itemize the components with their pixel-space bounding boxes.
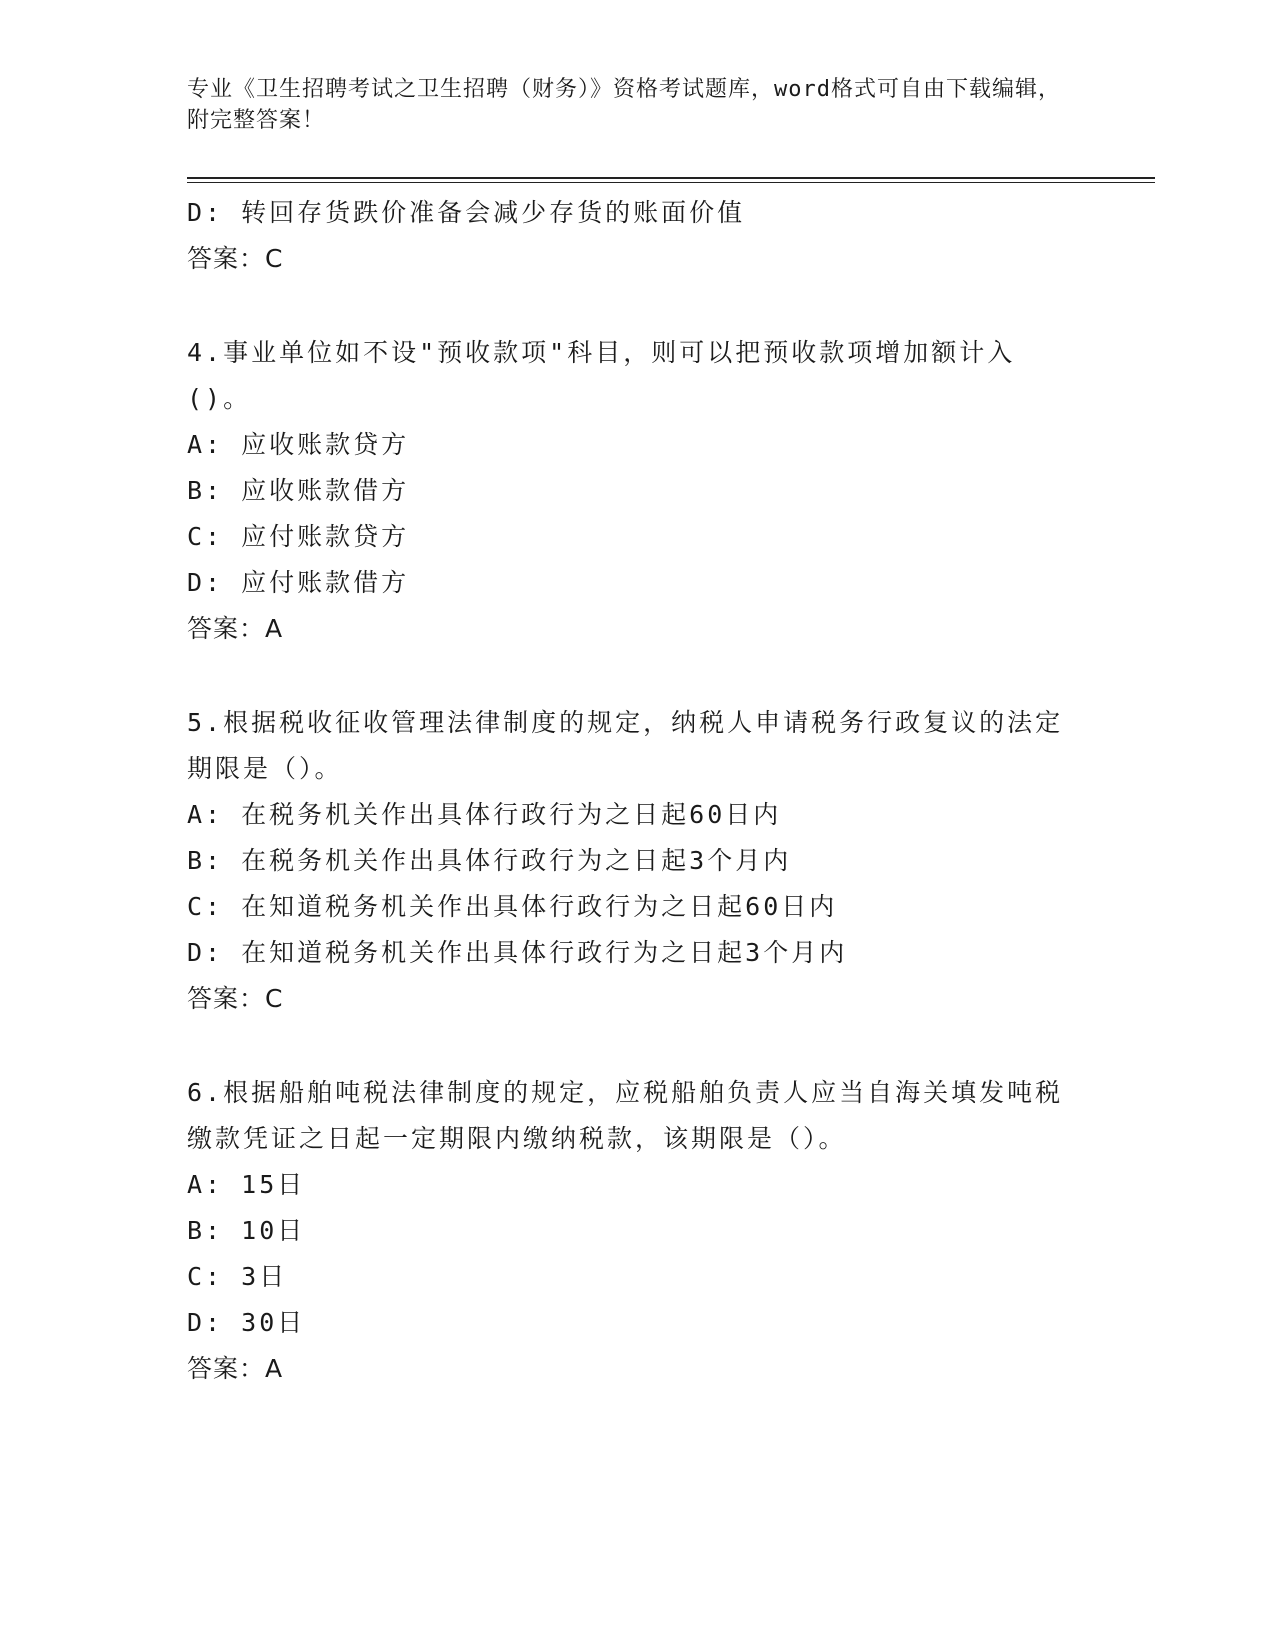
header-divider-thick bbox=[187, 177, 1155, 179]
question-4 bbox=[187, 330, 1067, 652]
document-header: 专业《卫生招聘考试之卫生招聘（财务）》资格考试题库，word格式可自由下载编辑，附完整答案！ bbox=[187, 77, 1061, 133]
option-a: A: 15日 bbox=[187, 1170, 306, 1199]
option-d: D: 30日 bbox=[187, 1308, 306, 1337]
option-a: A: 在税务机关作出具体行政行为之日起60日内 bbox=[187, 800, 782, 829]
option-a: A: 应收账款贷方 bbox=[187, 430, 410, 459]
prev-answer: 答案：C bbox=[187, 244, 284, 273]
document-body bbox=[187, 190, 1067, 1392]
answer: 答案：A bbox=[187, 614, 284, 643]
question-5 bbox=[187, 700, 1067, 1022]
option-b: B: 在税务机关作出具体行政行为之日起3个月内 bbox=[187, 846, 792, 875]
answer: 答案：A bbox=[187, 1354, 284, 1383]
option-c: C: 应付账款贷方 bbox=[187, 522, 410, 551]
spacer bbox=[187, 1022, 1067, 1070]
header-divider-thin bbox=[187, 182, 1155, 183]
option-d: D: 在知道税务机关作出具体行政行为之日起3个月内 bbox=[187, 938, 848, 967]
question-stem: 5.根据税收征收管理法律制度的规定，纳税人申请税务行政复议的法定期限是（）。 bbox=[187, 708, 1064, 783]
question-stem: 6.根据船舶吨税法律制度的规定，应税船舶负责人应当自海关填发吨税缴款凭证之日起一定期限内缴纳税款，该期限是（）。 bbox=[187, 1078, 1064, 1153]
answer: 答案：C bbox=[187, 984, 284, 1013]
option-c: C: 在知道税务机关作出具体行政行为之日起60日内 bbox=[187, 892, 838, 921]
spacer bbox=[187, 282, 1067, 330]
option-c: C: 3日 bbox=[187, 1262, 288, 1291]
question-6 bbox=[187, 1070, 1067, 1392]
option-d: D: 应付账款借方 bbox=[187, 568, 410, 597]
spacer bbox=[187, 652, 1067, 700]
option-b: B: 应收账款借方 bbox=[187, 476, 410, 505]
prev-option-d: D: 转回存货跌价准备会减少存货的账面价值 bbox=[187, 198, 746, 227]
option-b: B: 10日 bbox=[187, 1216, 306, 1245]
question-stem: 4.事业单位如不设"预收款项"科目，则可以把预收款项增加额计入()。 bbox=[187, 338, 1016, 413]
